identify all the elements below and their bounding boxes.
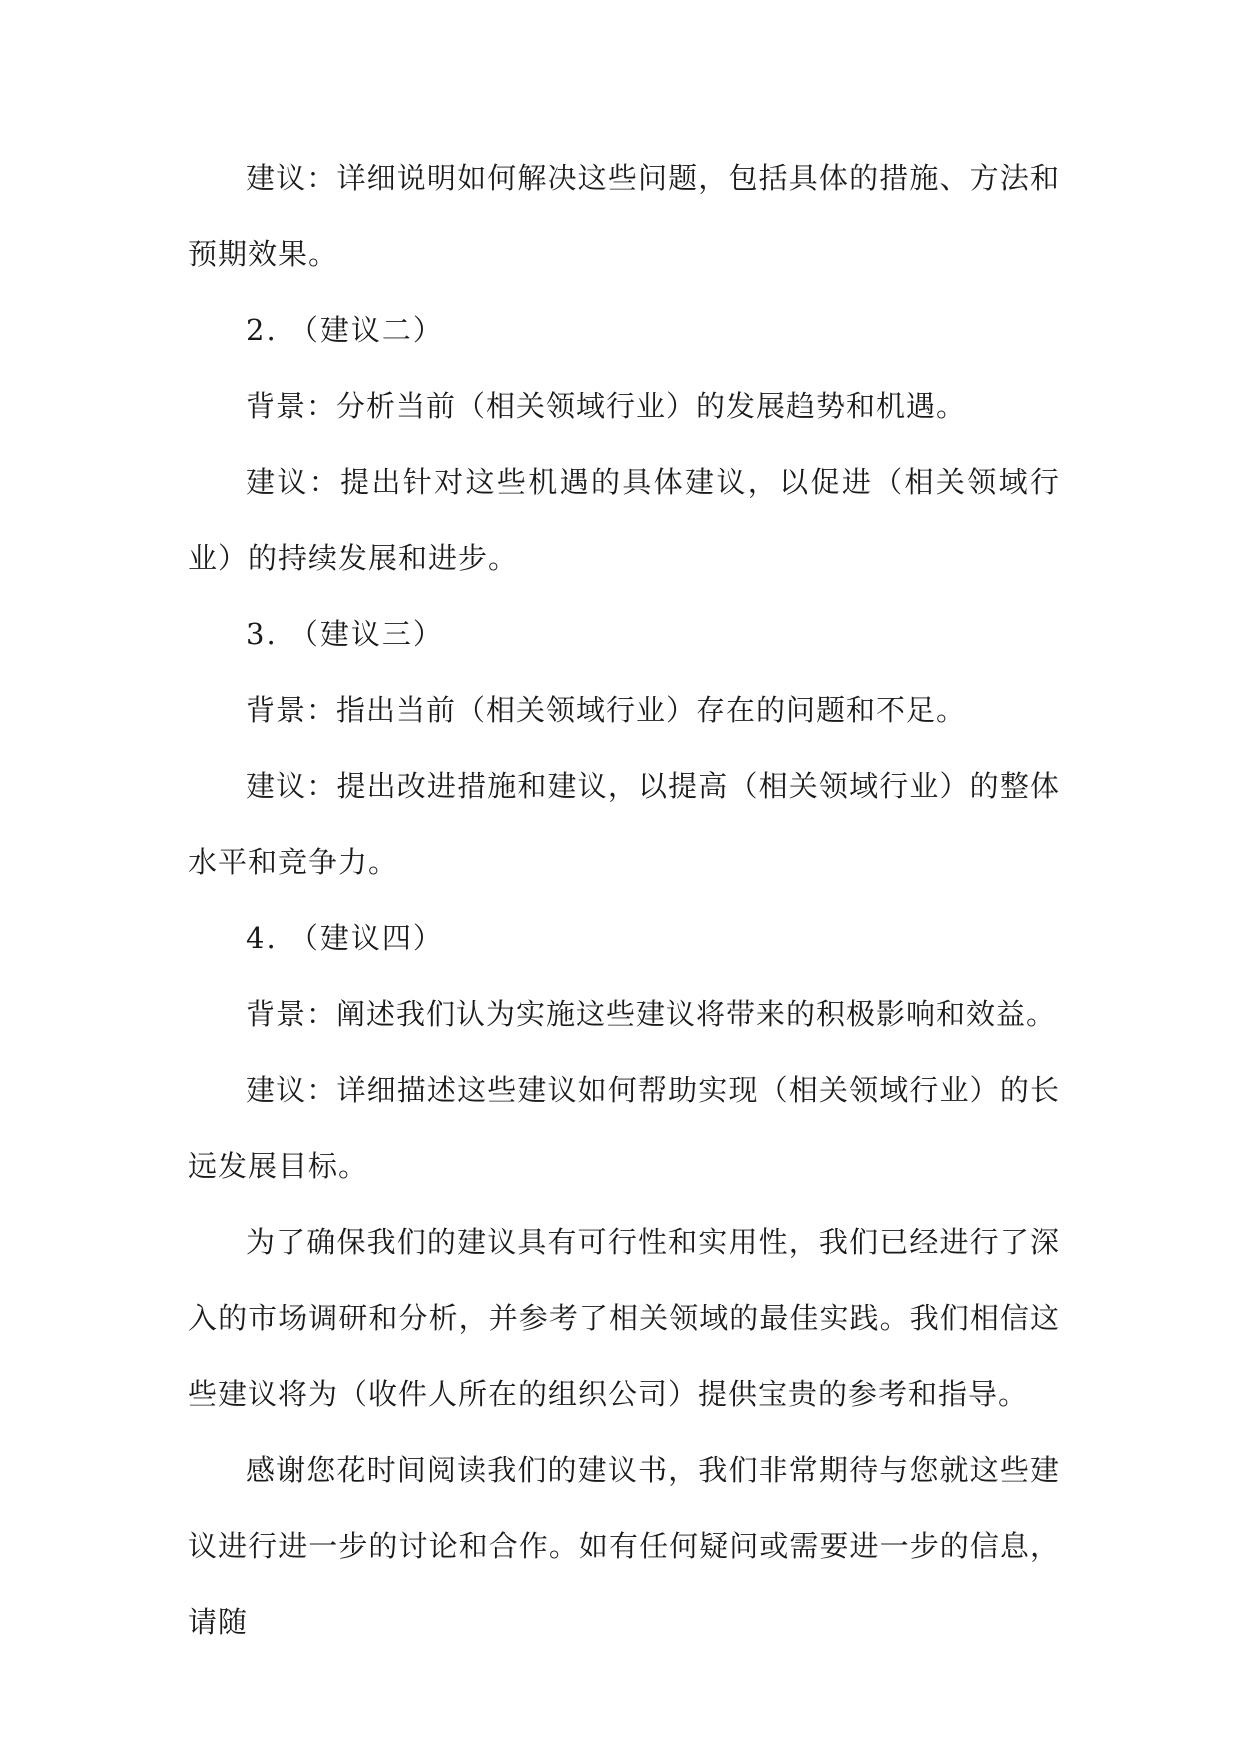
paragraph-suggestion-1-detail: 建议：详细说明如何解决这些问题，包括具体的措施、方法和预期效果。 — [188, 161, 1060, 271]
paragraph-suggestion-2-detail: 建议：提出针对这些机遇的具体建议，以促进（相关领域行业）的持续发展和进步。 — [188, 465, 1060, 575]
list-item-suggestion-4: 4. （建议四） — [246, 921, 444, 955]
list-item-suggestion-2: 2. （建议二） — [246, 313, 444, 347]
paragraph-suggestion-2-background: 背景：分析当前（相关领域行业）的发展趋势和机遇。 — [246, 389, 967, 423]
paragraph-feasibility: 为了确保我们的建议具有可行性和实用性，我们已经进行了深入的市场调研和分析，并参考了相关领域的最佳实践。我们相信这些建议将为（收件人所在的组织公司）提供宝贵的参考和指导。 — [188, 1225, 1060, 1411]
paragraph-thanks: 感谢您花时间阅读我们的建议书，我们非常期待与您就这些建议进行进一步的讨论和合作。如有任何疑问或需要进一步的信息，请随 — [188, 1453, 1060, 1639]
paragraph-suggestion-4-detail: 建议：详细描述这些建议如何帮助实现（相关领域行业）的长远发展目标。 — [188, 1073, 1060, 1183]
paragraph-suggestion-3-background: 背景：指出当前（相关领域行业）存在的问题和不足。 — [246, 693, 967, 727]
paragraph-suggestion-3-detail: 建议：提出改进措施和建议，以提高（相关领域行业）的整体水平和竞争力。 — [188, 769, 1060, 879]
paragraph-suggestion-4-background: 背景：阐述我们认为实施这些建议将带来的积极影响和效益。 — [246, 997, 1057, 1031]
document-body — [188, 140, 1060, 1660]
list-item-suggestion-3: 3. （建议三） — [246, 617, 444, 651]
